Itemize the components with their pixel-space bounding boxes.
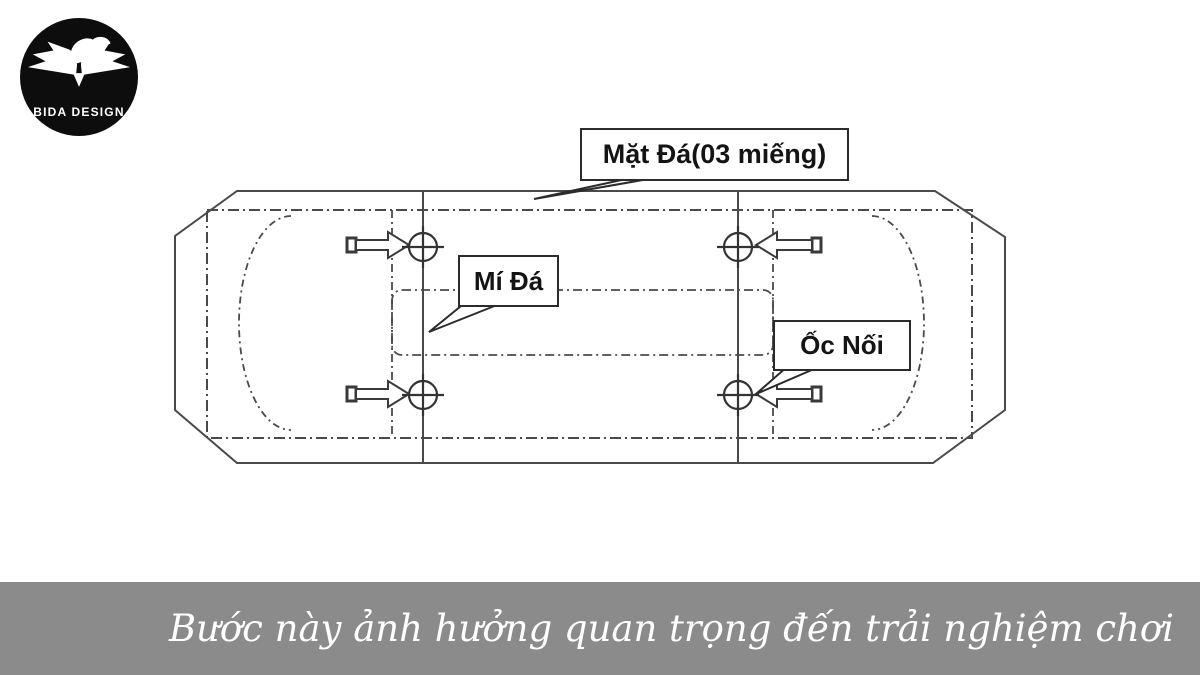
bolt-icon-bottom-right [717, 374, 759, 416]
left-end-arc [239, 216, 291, 430]
arrow-right-icon-bottom [347, 381, 409, 407]
arrow-right-icon-top [347, 232, 409, 258]
label-slate-seam-text: Mí Đá [473, 265, 544, 296]
label-slate-top [580, 128, 849, 181]
label-connector-bolt-text: Ốc Nối [800, 330, 884, 360]
label-connector-bolt [773, 320, 911, 371]
bolt-icon-top-left [402, 226, 444, 268]
arrow-left-icon-top [756, 232, 821, 258]
caption-banner [0, 582, 1200, 675]
brand-logo [20, 18, 138, 136]
label-slate-seam [458, 255, 559, 307]
label-slate-top-text: Mặt Đá(03 miếng) [602, 139, 827, 169]
brand-name: BIDA DESIGN [33, 105, 125, 119]
bolt-icon-bottom-left [402, 374, 444, 416]
caption-text: Bước này ảnh hưởng quan trọng đến trải nghiệm chơi [168, 607, 1174, 650]
bolt-icon-top-right [717, 226, 759, 268]
